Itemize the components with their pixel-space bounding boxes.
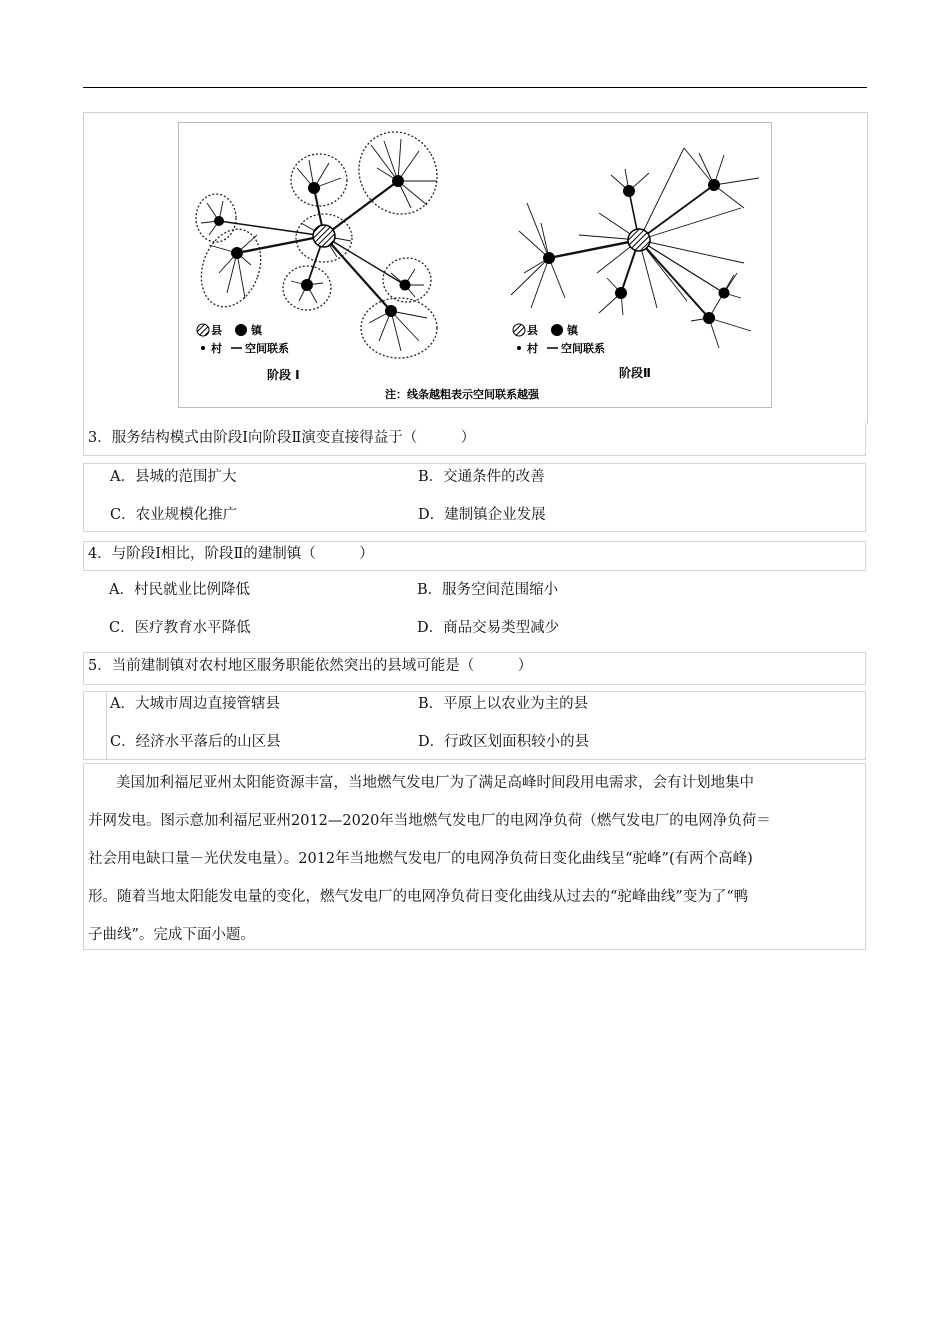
header-rule	[83, 87, 867, 88]
question-3	[83, 423, 866, 456]
question-5-options	[83, 691, 866, 760]
stage2-label: 阶段Ⅱ	[619, 366, 651, 380]
legend-link: 空间联系	[245, 342, 289, 355]
county-stage2	[628, 229, 650, 251]
option-b[interactable]: B．服务空间范围缩小	[417, 582, 559, 598]
question-stem: 5．当前建制镇对农村地区服务职能依然突出的县域可能是（ ）	[88, 658, 533, 674]
stage1-label: 阶段 I	[267, 368, 300, 382]
service-structure-figure	[178, 122, 772, 408]
county-icon	[197, 324, 209, 336]
option-b[interactable]: B．平原上以农业为主的县	[418, 696, 589, 712]
passage-line: 美国加利福尼亚州太阳能资源丰富，当地燃气发电厂为了满足高峰时间段用电需求，会有计划地集中	[116, 775, 754, 791]
legend-town: 镇	[567, 324, 578, 337]
legend-county: 县	[527, 324, 538, 337]
town-icon	[235, 324, 247, 336]
figure-diagram	[179, 123, 771, 407]
passage-line: 社会用电缺口量－光伏发电量）。2012年当地燃气发电厂的电网净负荷日变化曲线呈“驼峰”(有两个高峰)	[88, 851, 753, 867]
towns-stage1	[214, 175, 411, 317]
option-d[interactable]: D．商品交易类型减少	[417, 620, 560, 636]
village-icon	[517, 346, 521, 350]
figure-note: 注：线条越粗表示空间联系越强	[385, 388, 539, 401]
legend-village: 村	[527, 342, 538, 355]
passage-line: 子曲线”。完成下面小题。	[88, 927, 255, 943]
legend-village: 村	[211, 342, 222, 355]
legend-stage2	[513, 323, 605, 355]
legend-county: 县	[211, 324, 222, 337]
option-a[interactable]: A．大城市周边直接管辖县	[110, 696, 280, 712]
option-d[interactable]: D．行政区划面积较小的县	[418, 734, 590, 750]
question-stem: 3．服务结构模式由阶段Ⅰ向阶段Ⅱ演变直接得益于（ ）	[88, 430, 476, 446]
legend-town: 镇	[251, 324, 262, 337]
village-icon	[201, 346, 205, 350]
legend-link: 空间联系	[561, 342, 605, 355]
option-c[interactable]: C．经济水平落后的山区县	[110, 734, 281, 750]
passage-line: 并网发电。图示意加利福尼亚州2012—2020年当地燃气发电厂的电网净负荷（燃气发电厂的电网净负荷＝	[88, 813, 771, 829]
reading-passage	[83, 763, 866, 950]
county-icon	[513, 324, 525, 336]
question-4-options	[83, 577, 866, 646]
question-stem: 4．与阶段Ⅰ相比，阶段Ⅱ的建制镇（ ）	[88, 546, 374, 562]
question-5	[83, 652, 866, 685]
option-c[interactable]: C．农业规模化推广	[110, 507, 238, 523]
option-d[interactable]: D．建制镇企业发展	[418, 507, 546, 523]
option-a[interactable]: A．村民就业比例降低	[109, 582, 250, 598]
option-b[interactable]: B．交通条件的改善	[418, 469, 545, 485]
towns-stage2	[543, 179, 730, 324]
county-stage1	[313, 225, 335, 247]
question-3-options	[83, 463, 866, 532]
town-icon	[551, 324, 563, 336]
passage-line: 形。随着当地太阳能发电量的变化，燃气发电厂的电网净负荷日变化曲线从过去的“驼峰曲线”变为了“鸭	[88, 889, 749, 905]
option-a[interactable]: A．县城的范围扩大	[110, 469, 237, 485]
question-4	[83, 541, 866, 571]
legend-stage1	[197, 323, 289, 355]
option-c[interactable]: C．医疗教育水平降低	[109, 620, 251, 636]
